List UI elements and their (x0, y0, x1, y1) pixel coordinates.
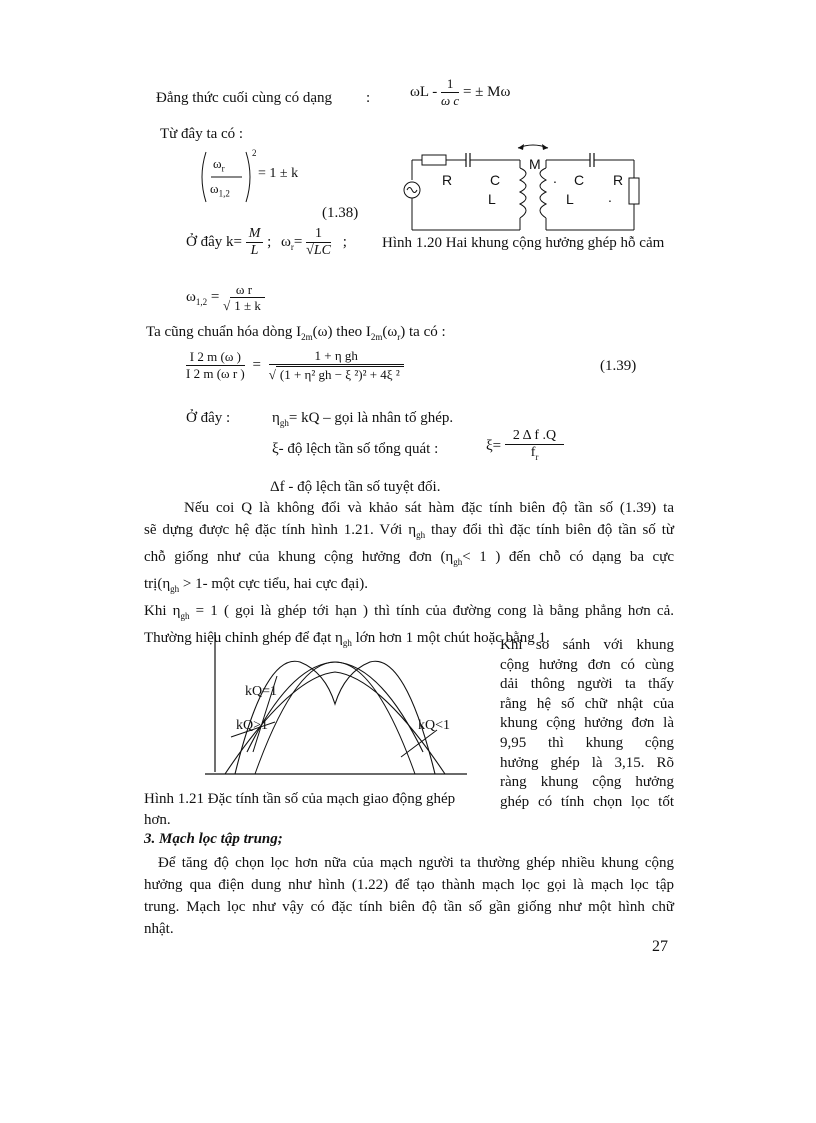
side-line-5: khung cộng hưởng đơn là (500, 715, 674, 732)
eq-k: Ở đây k= $\frac{M}{L}$ ; $\omega_r=$ $\frac{1}{√LC}$ ; (186, 226, 347, 258)
side-line-8: ràng khung cộng hưởng (500, 774, 674, 791)
inductor-right-icon (540, 168, 546, 218)
circuit-label-left-c: C (490, 172, 501, 188)
eq-w12: $\omega_{1,2}$ = ω r √ 1 ± k (186, 282, 265, 314)
paragraph-2 (144, 852, 674, 940)
side-line-2: cộng hưởng đơn có cùng (500, 656, 674, 673)
section-3-heading: 3. Mạch lọc tập trung; (144, 831, 283, 847)
label-kq-eq-1: kQ=1 (245, 684, 278, 699)
norm-text: Ta cũng chuẩn hóa dòng $I_{2m}(\omega)$ theo $I_{2m}(\omega_r)$ ta có : (146, 324, 446, 342)
ratio-rhs: = 1 ± k (258, 166, 299, 181)
ratio-num: $\omega_r$ (213, 156, 225, 174)
circuit-label-m: M (529, 156, 541, 172)
p1-line-4: $trị(\eta_{gh} > 1-$ một cực tiểu, hai cực đại). (144, 576, 368, 594)
side-paragraph (500, 636, 674, 812)
circuit-label-right-l: L (566, 191, 574, 207)
p1-line-6: Thường hiệu chỉnh ghép để đạt $\eta_{gh}$ lớn hơn 1 một chút hoặc bằng 1. (144, 630, 550, 648)
eta-definition: $\eta_{gh}=$ kQ – gọi là nhân tố ghép. (272, 410, 454, 428)
xi-definition-text: ξ- độ lệch tần số tổng quát : (272, 441, 439, 457)
p1-line-3: chỗ giống như của khung cộng hưởng đơn ($\eta_{gh}< 1$ ) đến chỗ có dạng ba cực (144, 549, 674, 567)
eq-ratio (196, 148, 308, 206)
side-line-4: rằng hệ số chữ nhật của (500, 695, 674, 712)
eq-number-138: (1.38) (322, 205, 359, 221)
p1-line-1: Nếu coi Q là không đổi và khảo sát hàm đặc tính biên độ tần số (1.39) ta (184, 500, 674, 516)
p2-line-3: trung. Mạch lọc như vậy có đặc tính biên độ tần số gần giống như một hình chữ (144, 899, 674, 915)
p1-line-5: Khi $\eta_{gh} = 1$ ( gọi là ghép tới hạn ) thì tính của đường cong là bằng phẳng hơn cả. (144, 603, 674, 621)
curve-single (255, 662, 415, 774)
side-line-6: 9,95 thì khung cộng (500, 734, 674, 751)
from-here-text: Từ đây ta có : (160, 126, 244, 142)
p1-line-2: sẽ dựng được hệ đặc tính hình 1.21. Với $\eta_{gh}$ thay đổi thì đặc tính biên độ tần số từ (144, 522, 675, 540)
eq-last-colon: : (366, 90, 371, 106)
label-kq-lt-1: kQ<1 (418, 718, 451, 733)
frequency-response-graph (195, 632, 475, 782)
circuit-label-left-r: R (442, 172, 453, 188)
paragraph-1 (144, 497, 674, 654)
ratio-power: 2 (252, 148, 257, 158)
curve-kq-eq-1 (247, 662, 423, 752)
circuit-label-right-c: C (574, 172, 585, 188)
p2-line-4: nhật. (144, 921, 174, 937)
resistor-left-icon (422, 155, 446, 165)
fig-120-caption: Hình 1.20 Hai khung cộng hưởng ghép hỗ cảm (382, 235, 665, 251)
circuit-label-left-l: L (488, 191, 496, 207)
inductor-left-icon (520, 168, 526, 218)
eq-139: $\frac{I 2 m (\omega )}{\text{I 2 m (ω r )}}$ = $\frac{\text{1 + η gh}}{\text{√ (1 + η² gh − ξ ²)² + 4ξ ²}}$ (186, 348, 404, 383)
circuit-dot-1: . (553, 170, 557, 186)
side-line-1: Khi so sánh với khung (500, 637, 674, 653)
circuit-diagram (400, 140, 650, 240)
side-line-7: hưởng ghép là 3,15. Rõ (500, 754, 674, 771)
resistor-right-icon (629, 178, 639, 204)
fig-121-caption-cont: hơn. (144, 812, 171, 828)
xi-formula: ξ= $\frac{\text{2 Δ f .Q}}{f_r}$ (486, 428, 564, 465)
p2-line-2: hưởng qua điện dung như hình (1.22) để tạo thành mạch lọc gọi là mạch lọc tập (144, 877, 674, 893)
side-line-9: ghép có tính chọn lọc tốt (500, 793, 674, 810)
eq-last-label: Đẳng thức cuối cùng có dạng (156, 90, 332, 106)
label-kq-gt-1: kQ>1 (236, 718, 269, 733)
here2-label: Ở đây : (186, 410, 231, 426)
page-number: 27 (652, 938, 668, 955)
fig-121-caption: Hình 1.21 Đặc tính tần số của mạch giao động ghép (144, 791, 456, 807)
side-line-3: dải thông người ta thấy (500, 676, 674, 693)
df-definition: Δf - độ lệch tần số tuyệt đối. (270, 479, 441, 495)
circuit-dot-2: . (608, 189, 612, 205)
eq-number-139: (1.39) (600, 358, 637, 374)
eq-last-formula: ωL - $\frac{1}{\text{ω c}}$ = ± Mω (410, 76, 511, 108)
circuit-label-right-r: R (613, 172, 624, 188)
ratio-den: $\omega_{1,2}$ (210, 181, 230, 199)
p2-line-1: Để tăng độ chọn lọc hơn nữa của mạch người ta thường ghép nhiều khung cộng (158, 855, 674, 871)
